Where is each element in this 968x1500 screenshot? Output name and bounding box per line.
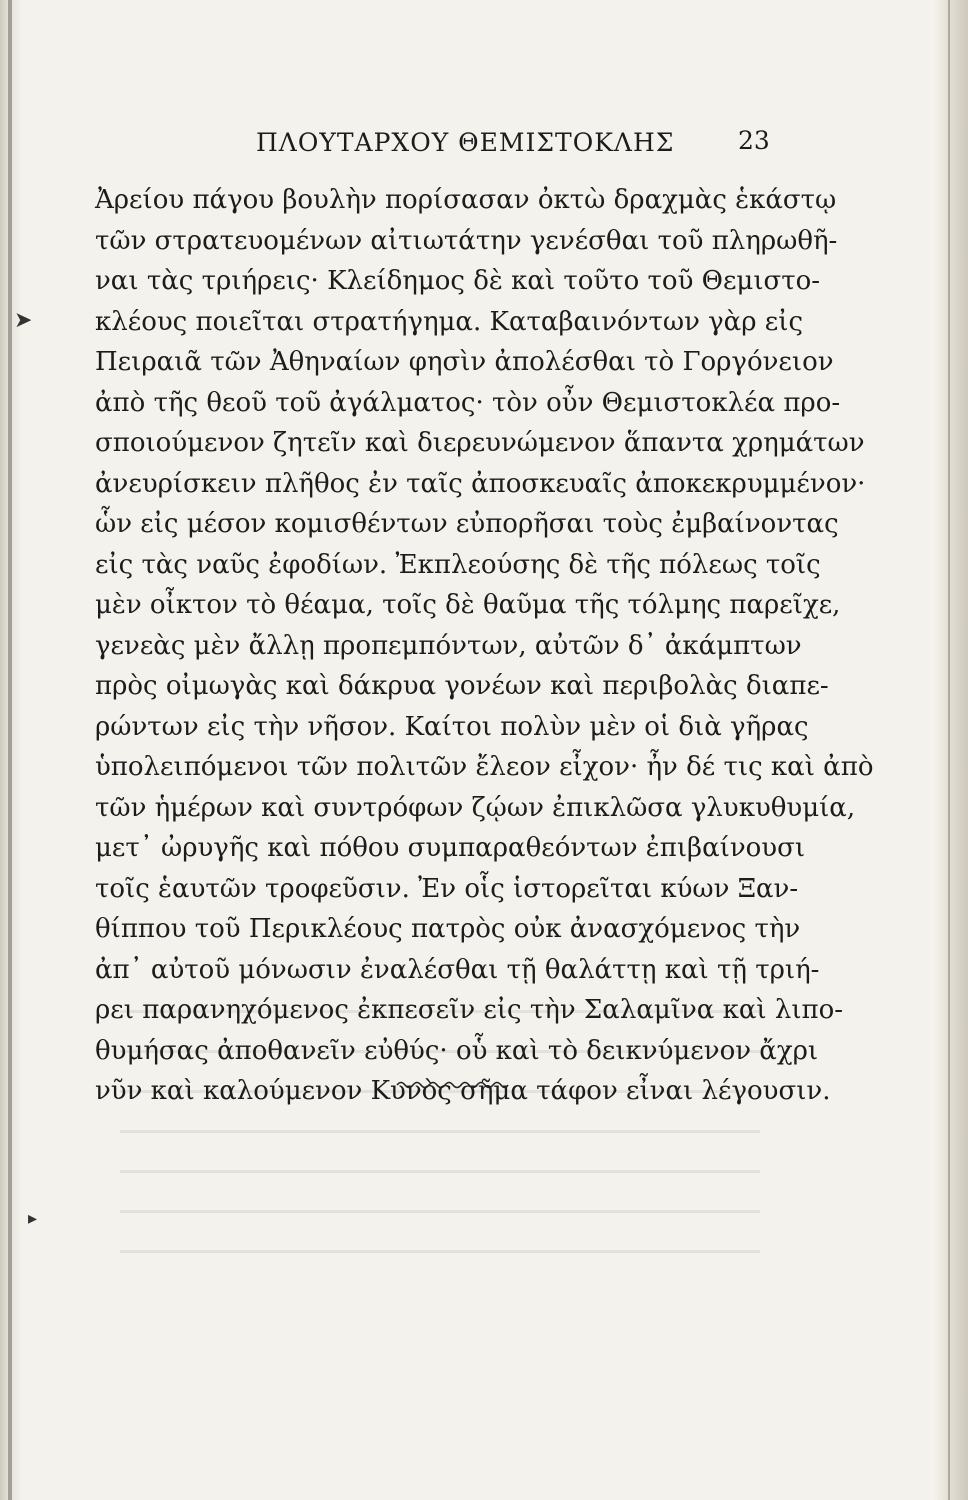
running-head: ΠΛΟΥΤΑΡΧΟΥ ΘΕΜΙΣΤΟΚΛΗΣ <box>256 128 675 157</box>
text-line: πρὸς οἰμωγὰς καὶ δάκρυα γονέων καὶ περιβολὰς διαπε- <box>95 671 829 701</box>
text-line: ἀπ᾽ αὐτοῦ μόνωσιν ἐναλέσθαι τῇ θαλάττῃ καὶ τῇ τριή- <box>95 954 820 985</box>
text-line: νῦν καὶ καλούμενον Κυνὸς σῆμα τάφον εἶναι λέγουσιν. <box>95 1076 831 1106</box>
text-line: σποιούμενον ζητεῖν καὶ διερευνώμενον ἅπαντα χρημάτων <box>95 428 865 458</box>
text-line: ἀνευρίσκειν πλῆθος ἐν ταῖς ἀποσκευαῖς ἀποκεκρυμμένον· <box>95 468 866 499</box>
text-line: θίππου τοῦ Περικλέους πατρὸς οὐκ ἀνασχόμενος τὴν <box>95 914 801 944</box>
text-line: ναι τὰς τριήρεις· Κλείδημος δὲ καὶ τοῦτο τοῦ Θεμιστο- <box>95 266 821 296</box>
page-number: 23 <box>738 126 770 155</box>
text-line: κλέους ποιεῖται στρατήγημα. Καταβαινόντων γὰρ εἰς <box>95 306 804 337</box>
text-line: ρώντων εἰς τὴν νῆσον. Καίτοι πολὺν μὲν οἱ διὰ γῆρας <box>95 711 809 742</box>
text-line: ρει παρανηχόμενος ἐκπεσεῖν εἰς τὴν Σαλαμῖνα καὶ λιπο- <box>95 995 844 1025</box>
text-line: Πειραιᾶ τῶν Ἀθηναίων φησὶν ἀπολέσθαι τὸ Γοργόνειον <box>95 347 834 377</box>
margin-dot-icon: ▸ <box>28 1208 38 1229</box>
arrow-mark-icon: ➤ <box>14 308 33 333</box>
text-line: ὧν εἰς μέσον κομισθέντων εὐπορῆσαι τοὺς ἐμβαίνοντας <box>95 509 839 539</box>
text-line: τοῖς ἑαυτῶν τροφεῦσιν. Ἐν οἷς ἱστορεῖται κύων Ξαν- <box>95 873 799 904</box>
text-line: τῶν στρατευομένων αἰτιωτάτην γενέσθαι τοῦ πληρωθῆ- <box>95 225 838 256</box>
text-line: ἀπὸ τῆς θεοῦ τοῦ ἀγάλματος· τὸν οὖν Θεμιστοκλέα προ- <box>95 387 841 418</box>
text-line: θυμήσας ἀποθανεῖν εὐθύς· οὗ καὶ τὸ δεικνύμενον ἄχρι <box>95 1035 819 1066</box>
page-edge-rule <box>948 0 950 1500</box>
wavy-rule-icon <box>395 1076 510 1094</box>
text-line: μὲν οἶκτον τὸ θέαμα, τοῖς δὲ θαῦμα τῆς τόλμης παρεῖχε, <box>95 590 841 620</box>
main-text-block <box>95 180 874 1112</box>
text-line: εἰς τὰς ναῦς ἐφοδίων. Ἐκπλεούσης δὲ τῆς πόλεως τοῖς <box>95 549 821 580</box>
text-line: ὑπολειπόμενοι τῶν πολιτῶν ἔλεον εἶχον· ἦν δέ τις καὶ ἀπὸ <box>95 752 874 782</box>
text-line: Ἀρείου πάγου βουλὴν πορίσασαν ὀκτὼ δραχμὰς ἑκάστῳ <box>95 185 837 215</box>
binding-rule <box>8 0 12 1500</box>
page-right-edge <box>934 0 968 1500</box>
text-line: τῶν ἡμέρων καὶ συντρόφων ζῴων ἐπικλῶσα γλυκυθυμία, <box>95 792 856 823</box>
text-line: γενεὰς μὲν ἄλλῃ προπεμπόντων, αὐτῶν δ᾽ ἀκάμπτων <box>95 630 802 661</box>
text-line: μετ᾽ ὠρυγῆς καὶ πόθου συμπαραθεόντων ἐπιβαίνουσι <box>95 833 806 863</box>
